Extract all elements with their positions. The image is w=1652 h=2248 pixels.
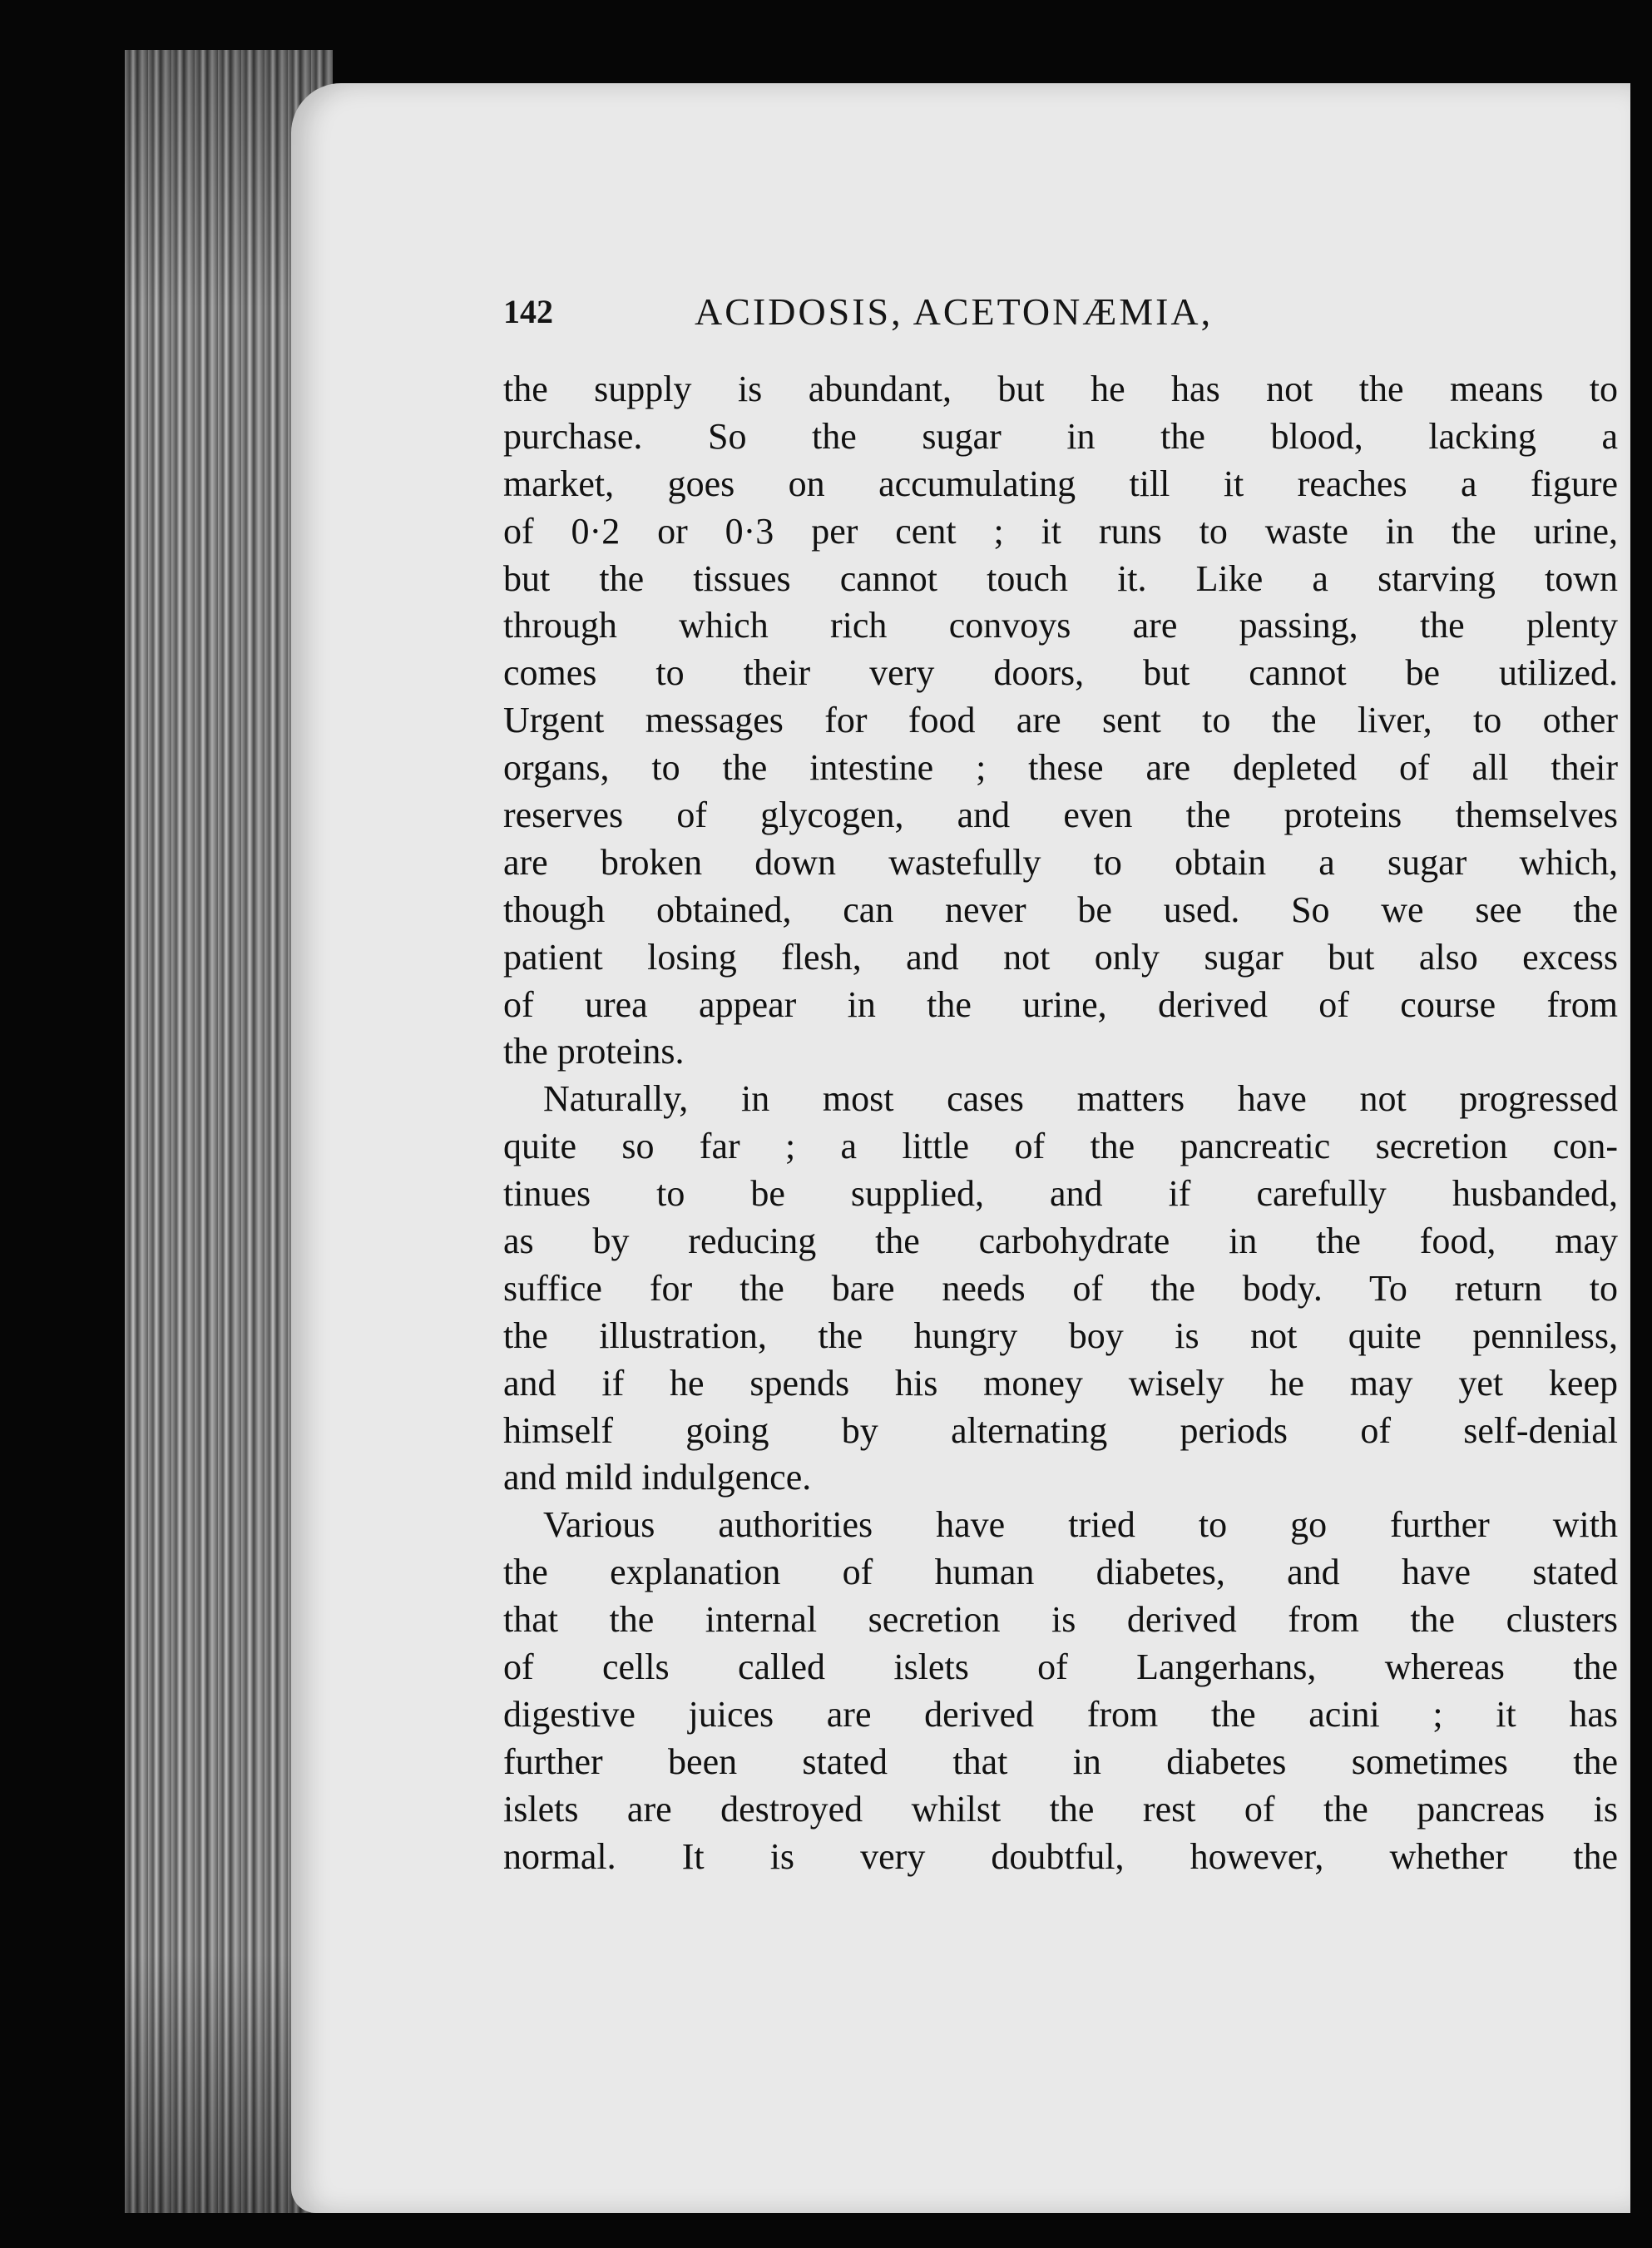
text-line: though obtained, can never be used. So we see the — [503, 889, 1618, 930]
text-line: of 0·2 or 0·3 per cent ; it runs to waste in the urine, — [503, 510, 1618, 552]
text-line: comes to their very doors, but cannot be utilized. — [503, 652, 1618, 694]
text-line: organs, to the intestine ; these are depleted of all their — [503, 747, 1618, 789]
text-line: Naturally, in most cases matters have not progressed — [543, 1078, 1618, 1120]
running-head — [503, 283, 1585, 341]
text-line: market, goes on accumulating till it reaches a figure — [503, 463, 1618, 504]
text-line: and mild indulgence. — [503, 1457, 812, 1498]
text-line: normal. It is very doubtful, however, whether the — [503, 1835, 1618, 1877]
text-line: quite so far ; a little of the pancreatic secretion con- — [503, 1126, 1618, 1167]
text-line: of urea appear in the urine, derived of course from — [503, 983, 1618, 1025]
text-line: digestive juices are derived from the acini ; it has — [503, 1693, 1618, 1735]
text-line: purchase. So the sugar in the blood, lacking a — [503, 415, 1618, 457]
page-number: 142 — [503, 293, 553, 330]
body-text — [503, 366, 1618, 1881]
text-line: and if he spends his money wisely he may yet keep — [503, 1362, 1618, 1404]
text-line: Various authorities have tried to go further with — [543, 1504, 1618, 1546]
text-line: through which rich convoys are passing, the plenty — [503, 605, 1618, 646]
text-line: the illustration, the hungry boy is not quite penniless, — [503, 1315, 1618, 1356]
text-line: that the internal secretion is derived from the clusters — [503, 1599, 1618, 1641]
text-line: patient losing flesh, and not only sugar but also excess — [503, 936, 1618, 978]
text-line: suffice for the bare needs of the body. To return to — [503, 1267, 1618, 1309]
text-line: tinues to be supplied, and if carefully husbanded, — [503, 1173, 1618, 1215]
text-line: are broken down wastefully to obtain a sugar which, — [503, 841, 1618, 883]
text-line: the proteins. — [503, 1031, 685, 1072]
text-line: as by reducing the carbohydrate in the food, may — [503, 1221, 1618, 1262]
text-line: further been stated that in diabetes sometimes the — [503, 1740, 1618, 1782]
text-line: of cells called islets of Langerhans, whereas the — [503, 1646, 1618, 1688]
text-line: himself going by alternating periods of self-denial — [503, 1409, 1618, 1451]
running-title: ACIDOSIS, ACETONÆMIA, — [695, 290, 1214, 333]
text-line: the supply is abundant, but he has not the means to — [503, 369, 1618, 409]
text-line: islets are destroyed whilst the rest of the pancreas is — [503, 1788, 1618, 1830]
text-line: Urgent messages for food are sent to the liver, to other — [503, 700, 1618, 741]
page-sheet — [291, 83, 1630, 2213]
text-line: but the tissues cannot touch it. Like a starving town — [503, 557, 1618, 599]
text-line: reserves of glycogen, and even the proteins themselves — [503, 795, 1618, 836]
text-line: the explanation of human diabetes, and have stated — [503, 1552, 1618, 1593]
